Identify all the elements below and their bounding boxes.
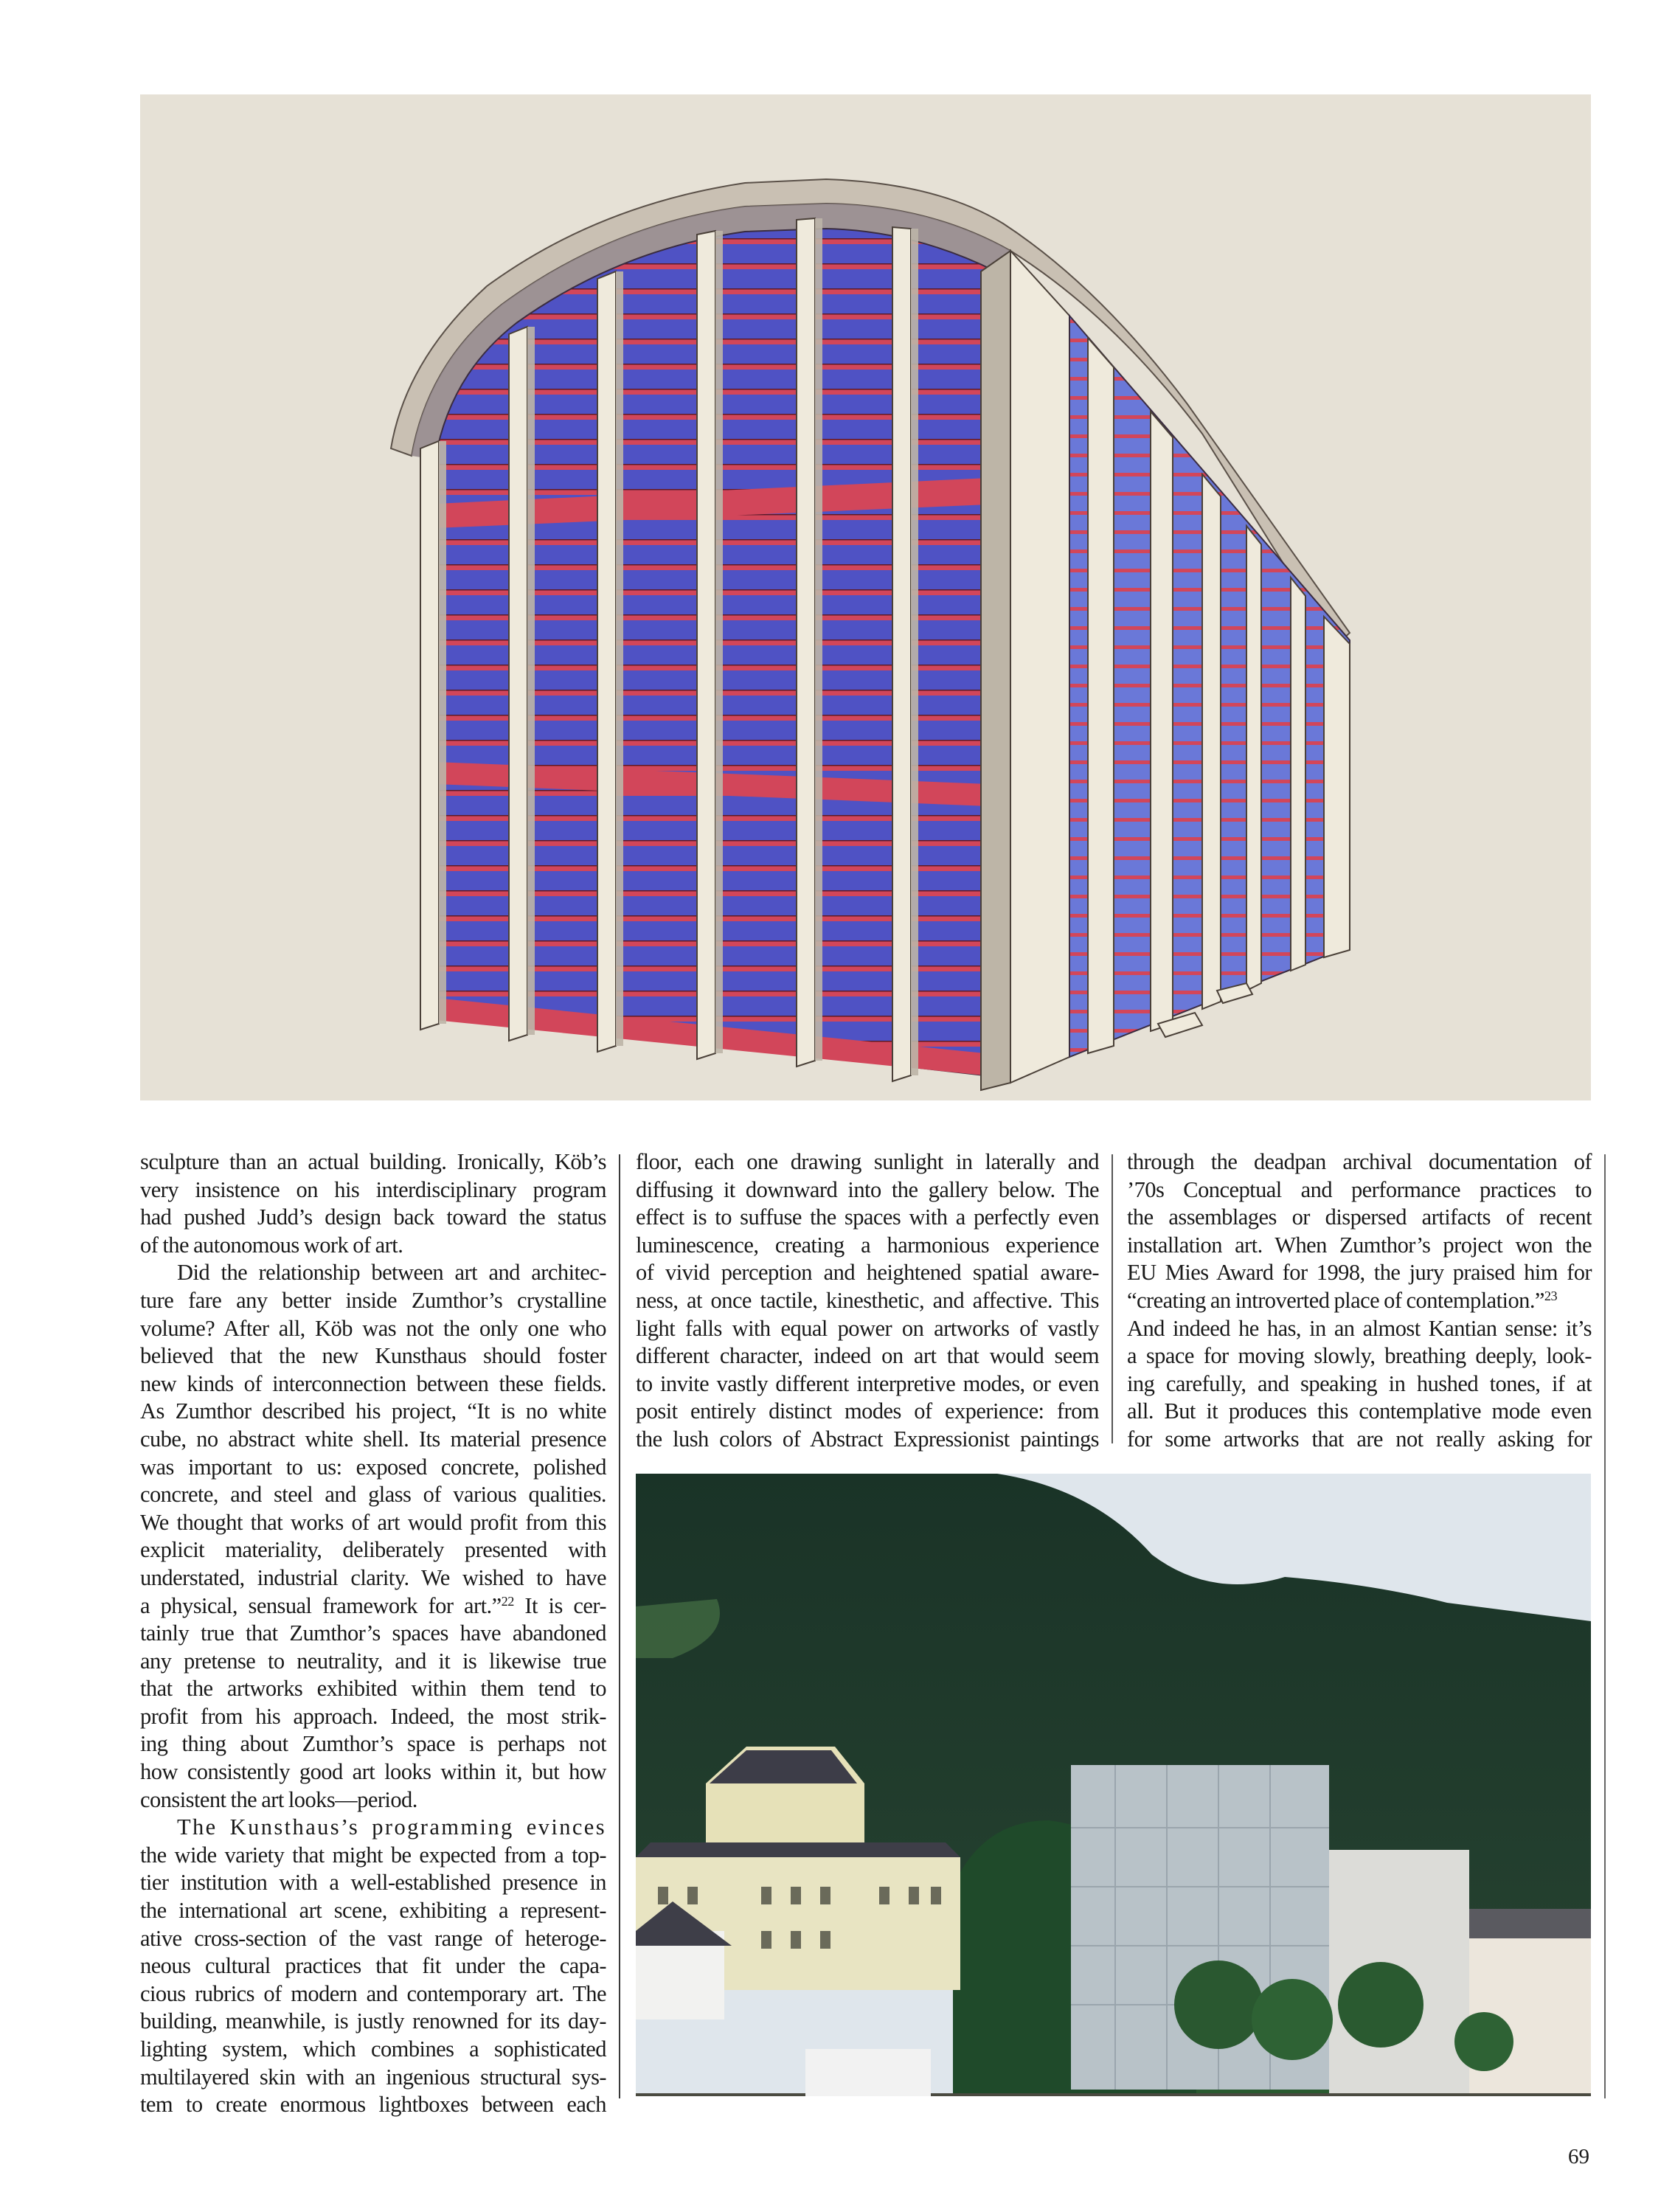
body-text-line: of vivid perception and heightened spatial aware- xyxy=(636,1260,1099,1286)
body-text-line: installation art. When Zumthor’s project won the xyxy=(1127,1232,1592,1258)
body-text-line: cious rubrics of modern and contemporary art. The xyxy=(140,1980,606,2006)
body-text-line: any pretense to neutrality, and it is likewise true xyxy=(140,1648,606,1674)
body-text-line: different character, indeed on art that would seem xyxy=(636,1343,1099,1369)
body-text-line: luminescence, creating a harmonious experience xyxy=(636,1232,1099,1258)
body-text-line: how consistently good art looks within it, but how xyxy=(140,1759,606,1785)
body-text-line: the wide variety that might be expected from a top- xyxy=(140,1842,606,1868)
body-text-line: As Zumthor described his project, “It is no white xyxy=(140,1398,606,1424)
body-text-line: light falls with equal power on artworks of vastly xyxy=(636,1315,1099,1341)
body-text-line: profit from his approach. Indeed, the most strik- xyxy=(140,1703,606,1729)
body-text-line: concrete, and steel and glass of various qualities. xyxy=(140,1482,606,1508)
column-divider-rule xyxy=(619,1154,620,2098)
body-text-line: multilayered skin with an ingenious structural sys- xyxy=(140,2064,606,2090)
column-divider-rule xyxy=(1112,1154,1113,1443)
body-text-line: building, meanwhile, is justly renowned for its day- xyxy=(140,2008,606,2034)
sentence-start-text: It is cer- xyxy=(513,1592,606,1618)
column-divider-rule xyxy=(1604,1154,1606,2098)
body-text-line: believed that the new Kunsthaus should foster xyxy=(140,1343,606,1369)
lakeside-town-photograph xyxy=(636,1474,1591,2096)
quote-end-text: a physical, sensual framework for art.” xyxy=(140,1592,502,1618)
building-drawing-illustration xyxy=(140,94,1591,1100)
body-text-line: lighting system, which combines a sophisticated xyxy=(140,2036,606,2062)
body-text-line: the lush colors of Abstract Expressionist paintings xyxy=(636,1426,1099,1452)
body-text-line-with-footnote xyxy=(140,1592,606,1620)
body-text-line: tier institution with a well-established presence in xyxy=(140,1870,606,1896)
body-text-line: had pushed Judd’s design back toward the status xyxy=(140,1204,606,1230)
body-text-line: was important to us: exposed concrete, polished xyxy=(140,1454,606,1480)
body-text-line: new kinds of interconnection between these fields. xyxy=(140,1370,606,1396)
quote-text: “creating an introverted place of contemplation.” xyxy=(1127,1287,1544,1313)
body-text-line: of the autonomous work of art. xyxy=(140,1232,403,1258)
text-column-2 xyxy=(636,1148,1099,1454)
body-text-line: tainly true that Zumthor’s spaces have abandoned xyxy=(140,1620,606,1646)
body-text-line: for some artworks that are not really asking for xyxy=(1127,1426,1592,1452)
text-column-1 xyxy=(140,1148,606,2119)
body-text-line: through the deadpan archival documentation of xyxy=(1127,1149,1592,1174)
body-text-line: volume? After all, Köb was not the only one who xyxy=(140,1315,606,1341)
body-text-line: ing carefully, and speaking in hushed tones, if at xyxy=(1127,1370,1592,1396)
paragraph-start-line: Did the relationship between art and architec- xyxy=(177,1260,606,1286)
body-text-line: floor, each one drawing sunlight in laterally and xyxy=(636,1149,1099,1174)
body-text-line: the assemblages or dispersed artifacts of recent xyxy=(1127,1204,1592,1230)
paragraph-start-line: The Kunsthaus’s programming evinces xyxy=(177,1814,606,1840)
body-text-line: consistent the art looks—period. xyxy=(140,1786,417,1812)
body-text-line: And indeed he has, in an almost Kantian sense: it’s xyxy=(1127,1315,1592,1341)
body-text-line: ing thing about Zumthor’s space is perhaps not xyxy=(140,1731,606,1757)
body-text-line: all. But it produces this contemplative mode even xyxy=(1127,1398,1592,1424)
body-text-line: posit entirely distinct modes of experience: from xyxy=(636,1398,1099,1424)
body-text-line: cube, no abstract white shell. Its material presence xyxy=(140,1426,606,1452)
body-text-line: that the artworks exhibited within them tend to xyxy=(140,1676,606,1702)
body-text-line: explicit materiality, deliberately presented with xyxy=(140,1537,606,1563)
page-number: 69 xyxy=(1568,2145,1589,2168)
text-column-3 xyxy=(1127,1148,1592,1454)
body-text-line: sculpture than an actual building. Ironically, Köb’s xyxy=(140,1149,606,1174)
body-text-line: understated, industrial clarity. We wished to have xyxy=(140,1564,606,1590)
body-text-line: ness, at once tactile, kinesthetic, and affective. This xyxy=(636,1287,1099,1313)
body-text-line-with-footnote xyxy=(1127,1287,1592,1315)
body-text-line: to invite vastly different interpretive modes, or even xyxy=(636,1370,1099,1396)
building-drawing-figure xyxy=(140,94,1591,1100)
body-text-line: neous cultural practices that fit under the capa- xyxy=(140,1953,606,1979)
body-text-line: very insistence on his interdisciplinary program xyxy=(140,1176,606,1202)
body-text-line: ture fare any better inside Zumthor’s crystalline xyxy=(140,1287,606,1313)
footnote-ref-23[interactable]: 23 xyxy=(1544,1288,1558,1303)
body-text-line: ative cross-section of the vast range of heteroge- xyxy=(140,1925,606,1951)
body-text-line: a space for moving slowly, breathing deeply, look- xyxy=(1127,1343,1592,1369)
body-text-line: tem to create enormous lightboxes between each xyxy=(140,2092,606,2118)
body-text-line: effect is to suffuse the spaces with a perfectly even xyxy=(636,1204,1099,1230)
lakeside-photo-figure xyxy=(636,1474,1591,2096)
body-text-line: ’70s Conceptual and performance practices to xyxy=(1127,1176,1592,1202)
body-text-line: We thought that works of art would profit from this xyxy=(140,1509,606,1535)
body-text-line: diffusing it downward into the gallery below. The xyxy=(636,1176,1099,1202)
body-text-line: EU Mies Award for 1998, the jury praised him for xyxy=(1127,1260,1592,1286)
footnote-ref-22[interactable]: 22 xyxy=(501,1593,514,1609)
body-text-line: the international art scene, exhibiting a represent- xyxy=(140,1898,606,1924)
